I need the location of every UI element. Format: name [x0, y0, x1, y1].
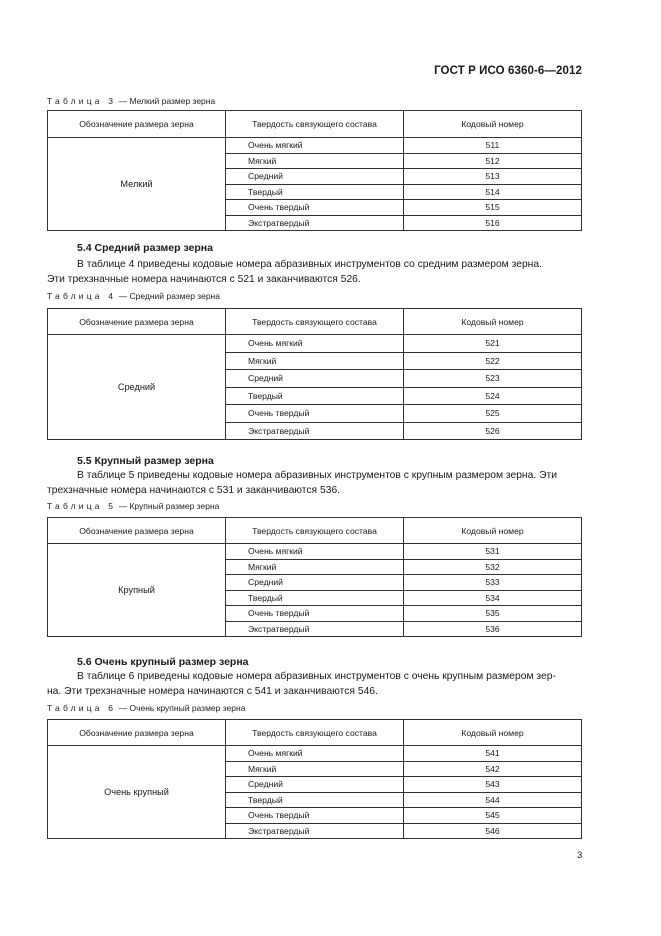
- table-5: [47, 517, 582, 637]
- table-3-caption-label: Таблица 3: [47, 96, 117, 106]
- table-5-caption-separator: —: [116, 501, 130, 511]
- code-cell: 534: [404, 590, 582, 606]
- hardness-cell: Очень мягкий: [226, 746, 404, 762]
- hardness-cell: Твердый: [226, 184, 404, 200]
- table-5-caption: [47, 501, 219, 511]
- table-4: [47, 308, 582, 440]
- code-cell: 544: [404, 792, 582, 808]
- table-3-caption-separator: —: [116, 96, 130, 106]
- hardness-cell: Очень мягкий: [226, 138, 404, 154]
- hardness-cell: Средний: [226, 370, 404, 388]
- table-6-col-grain-size: Обозначение размера зерна: [48, 720, 226, 746]
- paragraph-line: Эти трехзначные номера начинаются с 521 и заканчиваются 526.: [47, 273, 361, 285]
- code-cell: 546: [404, 823, 582, 839]
- code-cell: 516: [404, 215, 582, 231]
- section-5-5-heading: 5.5 Крупный размер зерна: [77, 455, 214, 467]
- table-6-caption-separator: —: [116, 703, 130, 713]
- code-cell: 515: [404, 200, 582, 216]
- code-cell: 513: [404, 169, 582, 185]
- code-cell: 536: [404, 621, 582, 637]
- table-4-col-hardness: Твердость связующего состава: [226, 309, 404, 335]
- table-5-col-code: Кодовый номер: [404, 518, 582, 544]
- code-cell: 535: [404, 606, 582, 622]
- table-3-caption-title: Мелкий размер зерна: [129, 96, 216, 106]
- table-row: [48, 335, 582, 353]
- paragraph-line: на. Эти трехзначные номера начинаются с 541 и заканчиваются 546.: [47, 685, 378, 697]
- hardness-cell: Очень твердый: [226, 405, 404, 423]
- code-cell: 526: [404, 422, 582, 440]
- hardness-cell: Твердый: [226, 590, 404, 606]
- table-4-grain-cell: Средний: [48, 335, 226, 440]
- table-row: [48, 138, 582, 154]
- code-cell: 525: [404, 405, 582, 423]
- table-3-col-code: Кодовый номер: [404, 111, 582, 138]
- hardness-cell: Мягкий: [226, 559, 404, 575]
- hardness-cell: Твердый: [226, 387, 404, 405]
- hardness-cell: Очень мягкий: [226, 335, 404, 353]
- page-number: 3: [577, 850, 583, 861]
- table-4-col-grain-size: Обозначение размера зерна: [48, 309, 226, 335]
- paragraph-line: В таблице 6 приведены кодовые номера абразивных инструментов с очень крупным размером зер-: [77, 671, 556, 682]
- table-6-grain-cell: Очень крупный: [48, 746, 226, 839]
- code-cell: 521: [404, 335, 582, 353]
- table-6: [47, 719, 582, 839]
- table-6-caption: [47, 703, 245, 713]
- code-cell: 531: [404, 544, 582, 560]
- hardness-cell: Мягкий: [226, 153, 404, 169]
- section-5-4-heading: 5.4 Средний размер зерна: [77, 242, 213, 254]
- paragraph-line: В таблице 4 приведены кодовые номера абразивных инструментов со средним размером зерна.: [77, 259, 542, 270]
- table-6-caption-label: Таблица 6: [47, 703, 117, 713]
- table-5-grain-cell: Крупный: [48, 544, 226, 637]
- code-cell: 522: [404, 352, 582, 370]
- table-3-col-grain-size: Обозначение размера зерна: [48, 111, 226, 138]
- code-cell: 514: [404, 184, 582, 200]
- table-5-caption-label: Таблица 5: [47, 501, 117, 511]
- code-cell: 524: [404, 387, 582, 405]
- section-5-5-paragraph: [47, 469, 581, 498]
- code-cell: 543: [404, 777, 582, 793]
- code-cell: 511: [404, 138, 582, 154]
- hardness-cell: Твердый: [226, 792, 404, 808]
- table-5-col-hardness: Твердость связующего состава: [226, 518, 404, 544]
- table-4-caption: [47, 291, 220, 301]
- table-4-col-code: Кодовый номер: [404, 309, 582, 335]
- hardness-cell: Очень мягкий: [226, 544, 404, 560]
- table-3-col-hardness: Твердость связующего состава: [226, 111, 404, 138]
- section-5-6-paragraph: [47, 670, 581, 699]
- paragraph-line: трехзначные номера начинаются с 531 и заканчиваются 536.: [47, 484, 341, 496]
- table-4-caption-separator: —: [116, 291, 130, 301]
- table-row: [48, 746, 582, 762]
- table-4-caption-title: Средний размер зерна: [129, 291, 220, 301]
- hardness-cell: Экстратвердый: [226, 215, 404, 231]
- code-cell: 542: [404, 761, 582, 777]
- document-header: ГОСТ Р ИСО 6360-6—2012: [434, 65, 582, 77]
- table-3-caption: [47, 96, 215, 106]
- table-5-col-grain-size: Обозначение размера зерна: [48, 518, 226, 544]
- hardness-cell: Средний: [226, 575, 404, 591]
- hardness-cell: Средний: [226, 169, 404, 185]
- table-6-caption-title: Очень крупный размер зерна: [129, 703, 246, 713]
- hardness-cell: Экстратвердый: [226, 621, 404, 637]
- section-5-6-heading: 5.6 Очень крупный размер зерна: [77, 656, 249, 668]
- table-6-col-code: Кодовый номер: [404, 720, 582, 746]
- code-cell: 533: [404, 575, 582, 591]
- hardness-cell: Очень твердый: [226, 808, 404, 824]
- table-4-caption-label: Таблица 4: [47, 291, 117, 301]
- code-cell: 541: [404, 746, 582, 762]
- section-5-4-paragraph: [47, 258, 581, 287]
- table-3: [47, 110, 582, 231]
- table-3-grain-cell: Мелкий: [48, 138, 226, 231]
- code-cell: 545: [404, 808, 582, 824]
- hardness-cell: Мягкий: [226, 761, 404, 777]
- code-cell: 532: [404, 559, 582, 575]
- hardness-cell: Очень твердый: [226, 606, 404, 622]
- code-cell: 512: [404, 153, 582, 169]
- table-5-caption-title: Крупный размер зерна: [129, 501, 220, 511]
- table-row: [48, 544, 582, 560]
- hardness-cell: Мягкий: [226, 352, 404, 370]
- hardness-cell: Экстратвердый: [226, 422, 404, 440]
- hardness-cell: Средний: [226, 777, 404, 793]
- code-cell: 523: [404, 370, 582, 388]
- hardness-cell: Очень твердый: [226, 200, 404, 216]
- hardness-cell: Экстратвердый: [226, 823, 404, 839]
- table-6-col-hardness: Твердость связующего состава: [226, 720, 404, 746]
- paragraph-line: В таблице 5 приведены кодовые номера абразивных инструментов с крупным размером зерна. Эти: [77, 470, 557, 481]
